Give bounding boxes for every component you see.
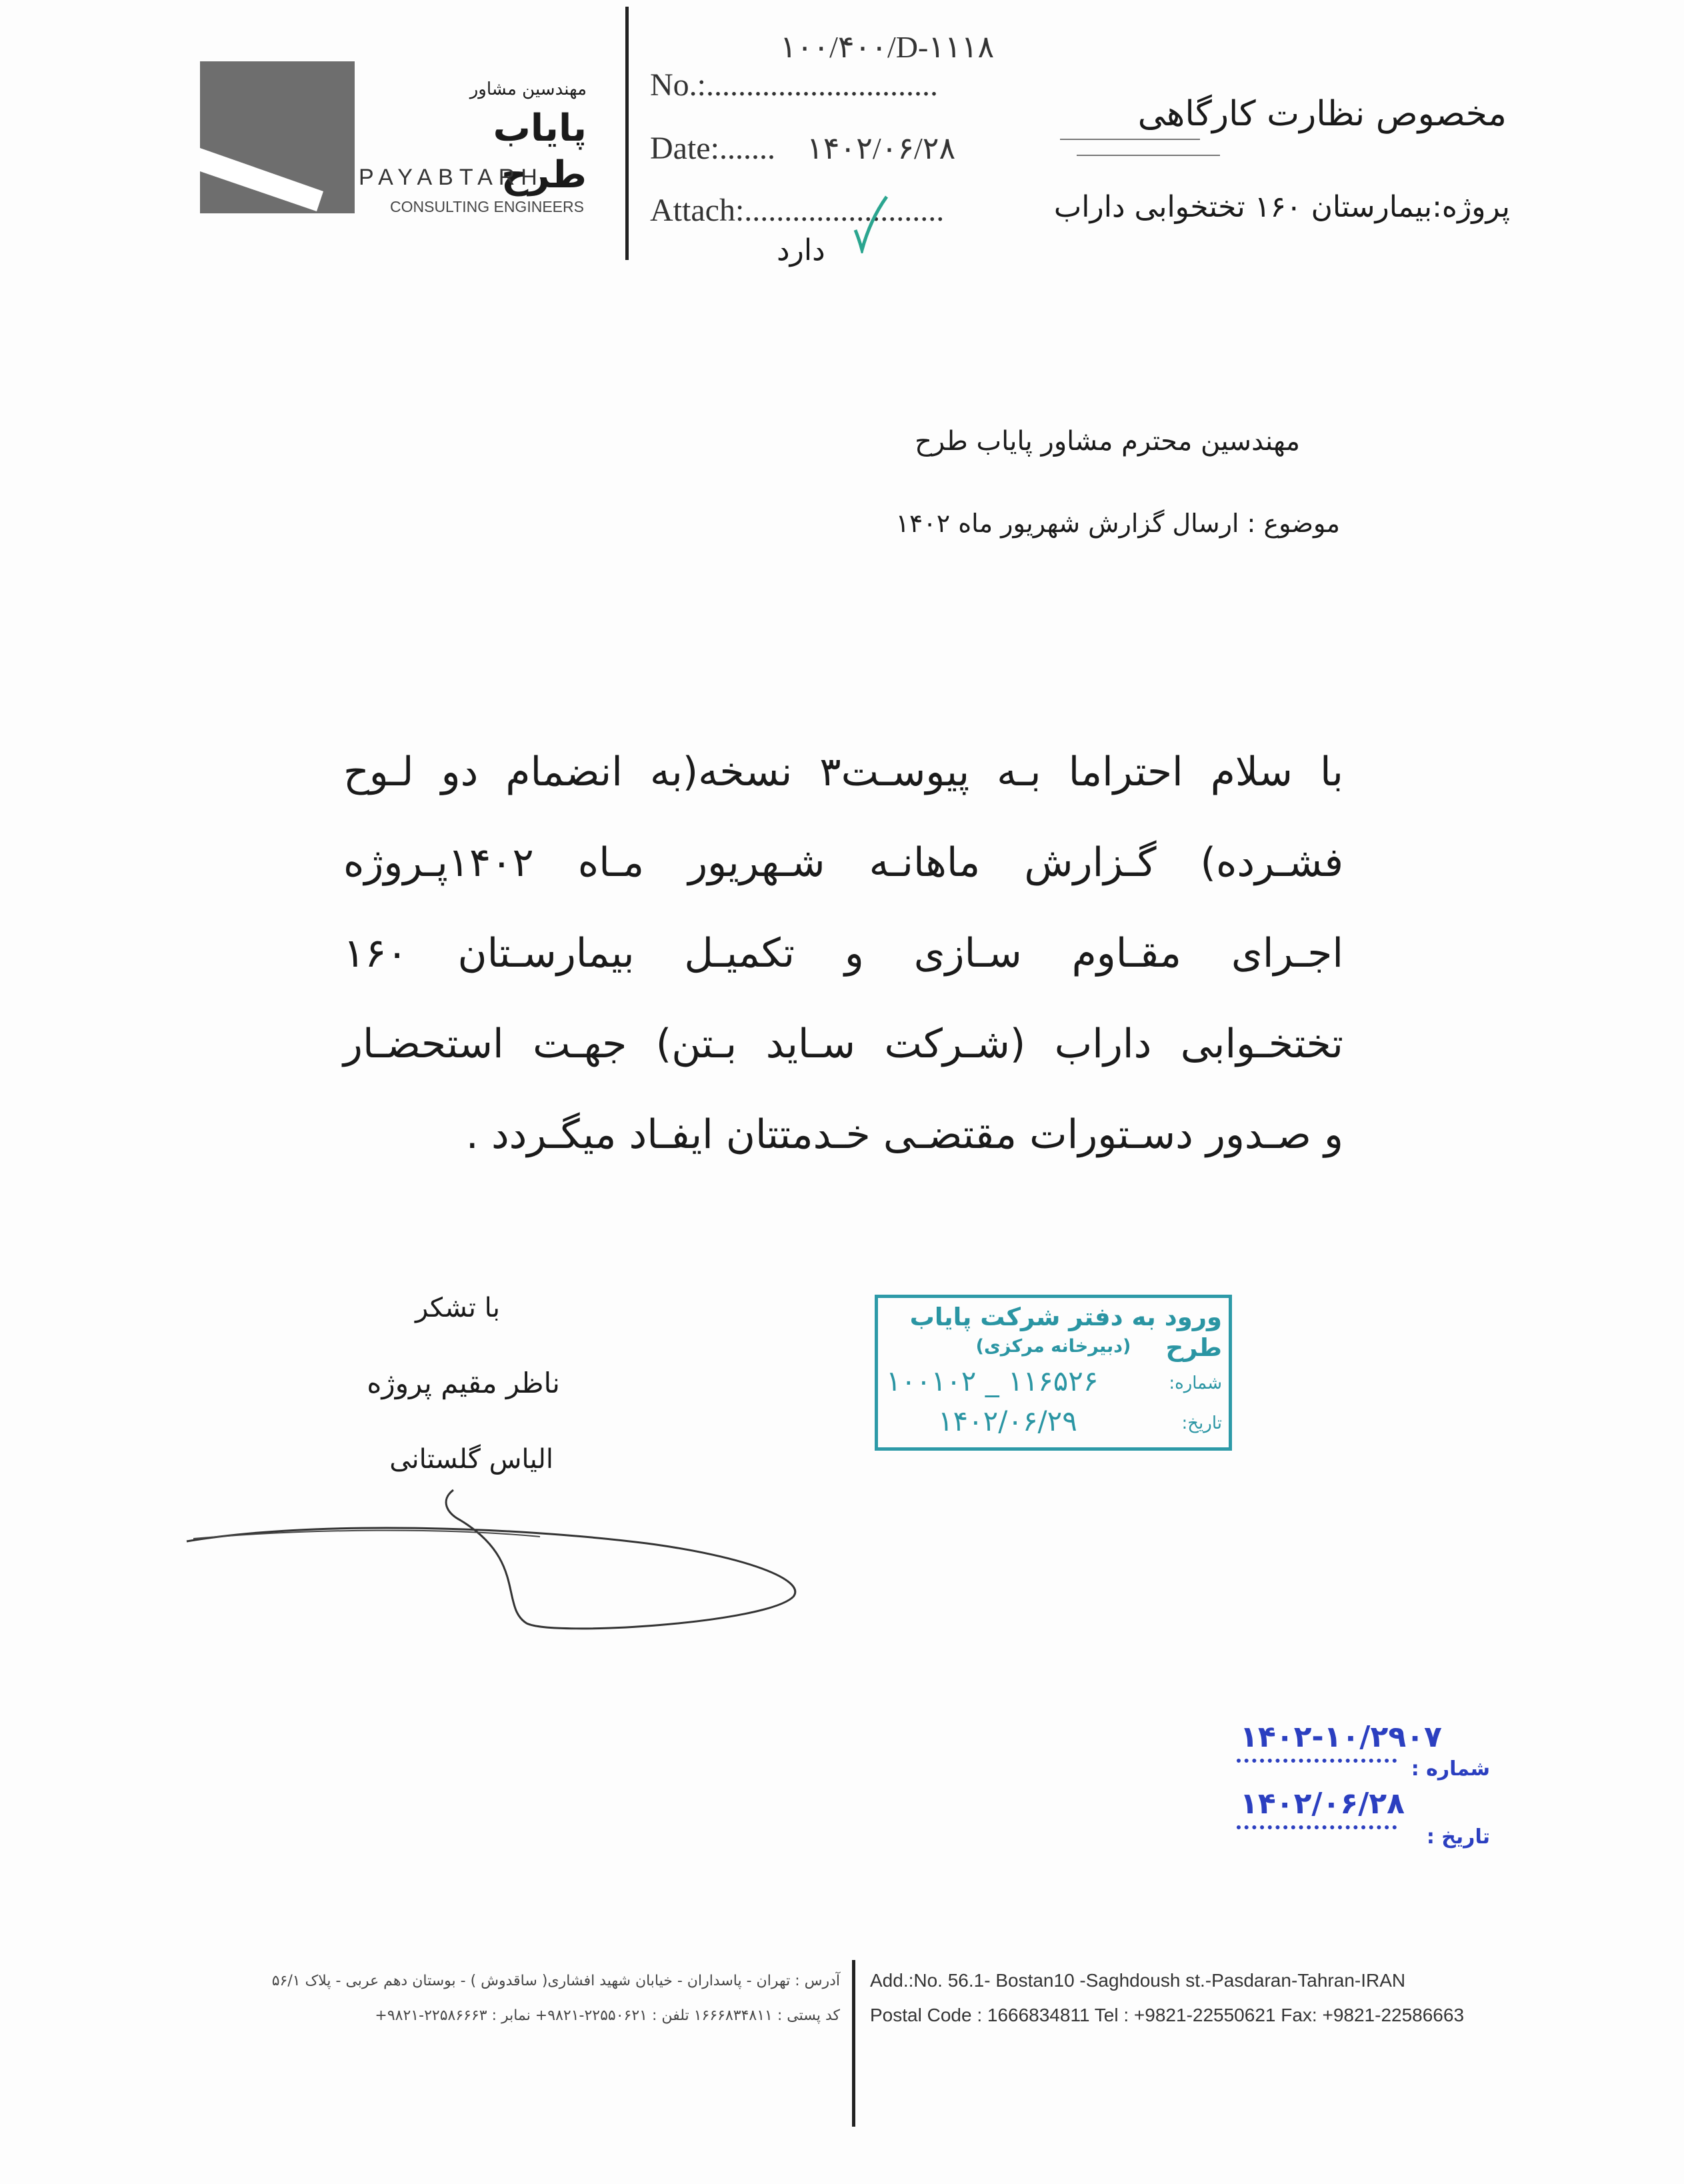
logo-subtitle-en: CONSULTING ENGINEERS bbox=[390, 198, 584, 215]
body-line: اجـرای مقـاوم سـازی و تکمیـل بیمارسـتان ۱۶۰ bbox=[343, 930, 1343, 977]
footer-contacts-en: Postal Code : 1666834811 Tel : +9821-22550621 Fax: +9821-22586663 bbox=[870, 2005, 1465, 2025]
addressee: مهندسین محترم مشاور پایاب طرح bbox=[915, 426, 1300, 457]
subject-line: موضوع : ارسال گزارش شهریور ماه ۱۴۰۲ bbox=[895, 509, 1340, 538]
header-underline bbox=[1060, 139, 1200, 140]
registry-number-label: شماره : bbox=[1411, 1757, 1490, 1781]
letter-date-field bbox=[650, 130, 956, 167]
entry-stamp bbox=[875, 1295, 1232, 1451]
header-divider bbox=[625, 7, 629, 260]
signer-name: الیاس گلستانی bbox=[389, 1444, 553, 1475]
registry-date-value: ۱۴۰۲/۰۶/۲۸ bbox=[1240, 1787, 1405, 1821]
body-line: و صـدور دسـتورات مقتضـی خـدمتتان ایفـاد میگـردد . bbox=[465, 1111, 1343, 1158]
stamp-date-label: تاریخ: bbox=[1181, 1413, 1222, 1433]
header-underline bbox=[1077, 155, 1220, 156]
footer-address-fa: آدرس : تهران - پاسداران - خیابان شهید افشاری( ساقدوش ) - بوستان دهم عربی - پلاک ۵۶/۱ bbox=[271, 1973, 840, 1989]
registry-date-label: تاریخ : bbox=[1426, 1825, 1490, 1849]
registry-number-value: ۱۴۰۲-۱۰/۲۹۰۷ bbox=[1240, 1720, 1442, 1754]
letter-body bbox=[343, 727, 1343, 1180]
letter-number-label: No.:............................. bbox=[650, 67, 938, 103]
dotted-line bbox=[1237, 1825, 1397, 1829]
body-line: فشـرده) گـزارش ماهانـه شـهریور مـاه ۱۴۰۲پـروژه bbox=[343, 839, 1343, 886]
project-name: پروژه:بیمارستان ۱۶۰ تختخوابی داراب bbox=[1053, 190, 1510, 224]
footer-address-en: Add.:No. 56.1- Bostan10 -Saghdoush st.-Pasdaran-Tahran-IRAN bbox=[870, 1970, 1406, 1991]
closing: با تشکر bbox=[415, 1293, 500, 1323]
logo-name-fa: پایاب طرح bbox=[493, 107, 587, 197]
attachment-value: دارد bbox=[777, 233, 825, 267]
signer-role: ناظر مقیم پروژه bbox=[367, 1367, 560, 1399]
body-line: تختخـوابی داراب (شـرکت سـاید بـتن) جهـت استحضـار bbox=[343, 1021, 1343, 1067]
letter-date-label: Date:....... bbox=[650, 131, 775, 166]
attachment-label: Attach:......................... bbox=[650, 193, 945, 228]
registry-stamp bbox=[1233, 1720, 1493, 1860]
attachment-field bbox=[650, 192, 944, 229]
letter-number-field bbox=[650, 30, 995, 104]
company-logo bbox=[200, 61, 355, 213]
letter-date-value: ۱۴۰۲/۰۶/۲۸ bbox=[807, 131, 956, 165]
logo-subtitle-fa: مهندسین مشاور bbox=[469, 79, 587, 99]
stamp-subtitle: (دبیرخانه مرکزی) bbox=[975, 1336, 1131, 1357]
stamp-number-label: شماره: bbox=[1169, 1373, 1222, 1393]
dotted-line bbox=[1237, 1759, 1397, 1763]
footer-contacts-fa: کد پستی : ۱۶۶۶۸۳۴۸۱۱ تلفن : ۲۲۵۵۰۶۲۱-۹۸۲۱+ نمابر : ۲۲۵۸۶۶۶۳-۹۸۲۱+ bbox=[375, 2007, 840, 2024]
footer-divider bbox=[852, 1960, 855, 2127]
logo-name-en: PAYABTARH bbox=[359, 165, 543, 190]
header-title: مخصوص نظارت کارگاهی bbox=[1137, 94, 1507, 134]
checkmark-icon bbox=[850, 193, 890, 253]
letter-number-value: ۱۰۰/۴۰۰/D-۱۱۱۸ bbox=[780, 30, 995, 64]
stamp-title: ورود به دفتر شرکت پایاب طرح bbox=[909, 1303, 1222, 1362]
stamp-number-value: ۱۰۰۱۰۲ _ ۱۱۶۵۲۶ bbox=[886, 1365, 1099, 1397]
stamp-date-value: ۱۴۰۲/۰۶/۲۹ bbox=[938, 1405, 1077, 1437]
body-line: با سلام احتراما بـه پیوسـت۳ نسخه(به انضمام دو لـوح bbox=[343, 749, 1343, 795]
signature bbox=[180, 1480, 813, 1633]
